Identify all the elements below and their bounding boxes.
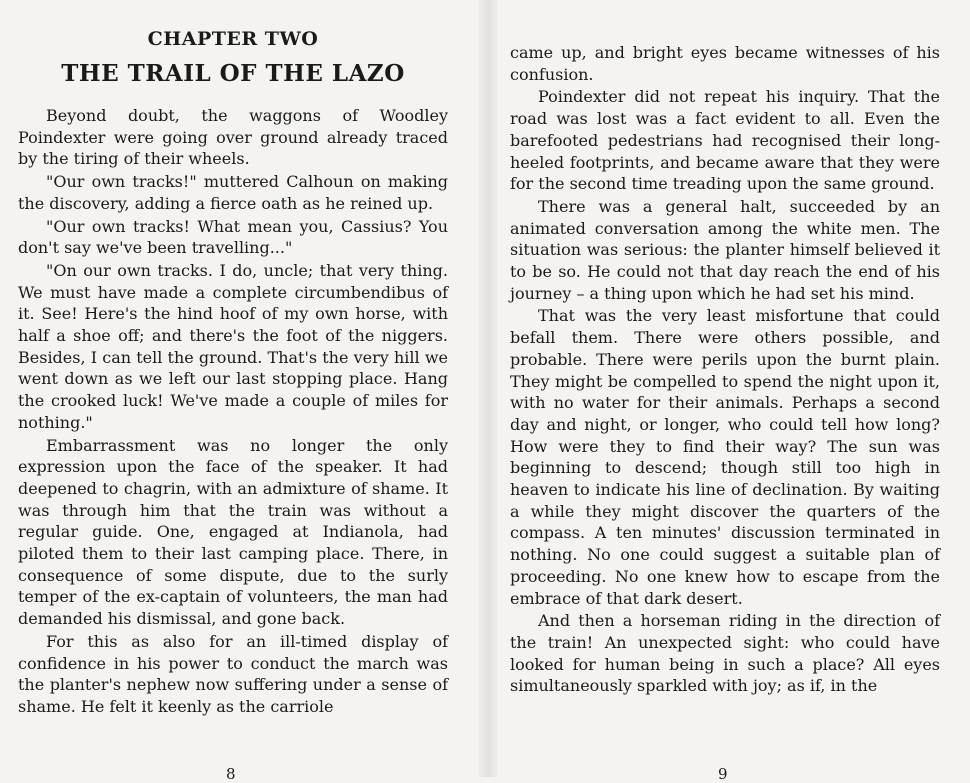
paragraph: Embarrassment was no longer the only expression upon the face of the speaker. It had deepened to chagrin, with an admixture of shame. It was through him that the train was without a regular guide. One, engaged at Indianola, had piloted them to their last camping place. There, in consequence of some dispute, due to the surly temper of the ex-captain of volunteers, the man had demanded his dismissal, and gone back. [18, 435, 448, 629]
paragraph: That was the very least misfortune that could befall them. There were others possible, and probable. There were perils upon the burnt plain. They might be compelled to spend the night upon it, with no water for their animals. Perhaps a second day and night, or longer, who could tell how long? How were they to find their way? The sun was beginning to descend; though still too high in heaven to indicate his line of declination. By waiting a while they might discover the quarters of the compass. A ten minutes' discussion terminated in nothing. No one could suggest a suitable plan of proceeding. No one knew how to escape from the embrace of that dark desert. [510, 306, 940, 608]
paragraph: "On our own tracks. I do, uncle; that very thing. We must have made a complete circumbendibus of it. See! Here's the hind hoof of my own horse, with half a shoe off; and there's the foot of the niggers. Besides, I can tell the ground. That's the very hill we went down as we left our last stopping place. Hang the crooked luck! We've made a couple of miles for nothing." [18, 260, 448, 432]
paragraph: Beyond doubt, the waggons of Woodley Poindexter were going over ground already traced by the tiring of their wheels. [18, 106, 448, 169]
paragraph: "Our own tracks! What mean you, Cassius? You don't say we've been travelling..." [18, 216, 448, 258]
book-gutter [478, 0, 498, 777]
page-number-right: 9 [718, 765, 728, 783]
right-page [510, 0, 940, 698]
paragraph: For this as also for an ill-timed display of confidence in his power to conduct the march was the planter's nephew now suffering under a sense of shame. He felt it keenly as the carriole [18, 631, 448, 716]
paragraph: There was a general halt, succeeded by an animated conversation among the white men. The situation was serious: the planter himself believed it to be so. He could not that day reach the end of his journey – a thing upon which he had set his mind. [510, 196, 940, 303]
paragraph: And then a horseman riding in the direction of the train! An unexpected sight: who could have looked for human being in such a place? All eyes simultaneously sparkled with joy; as if, in the [510, 611, 940, 696]
page-number-left: 8 [226, 765, 236, 783]
chapter-title: THE TRAIL OF THE LAZO [61, 60, 405, 87]
continued-paragraph: came up, and bright eyes became witnesses of his confusion. [510, 43, 940, 84]
paragraph: Poindexter did not repeat his inquiry. That the road was lost was a fact evident to all. Even the barefooted pedestrians had recognised their long-heeled footprints, and became aware that they were for the second time treading upon the same ground. [510, 87, 940, 194]
left-page [18, 0, 448, 719]
chapter-label: CHAPTER TWO [147, 28, 319, 50]
paragraph: "Our own tracks!" muttered Calhoun on making the discovery, adding a fierce oath as he reined up. [18, 172, 448, 213]
